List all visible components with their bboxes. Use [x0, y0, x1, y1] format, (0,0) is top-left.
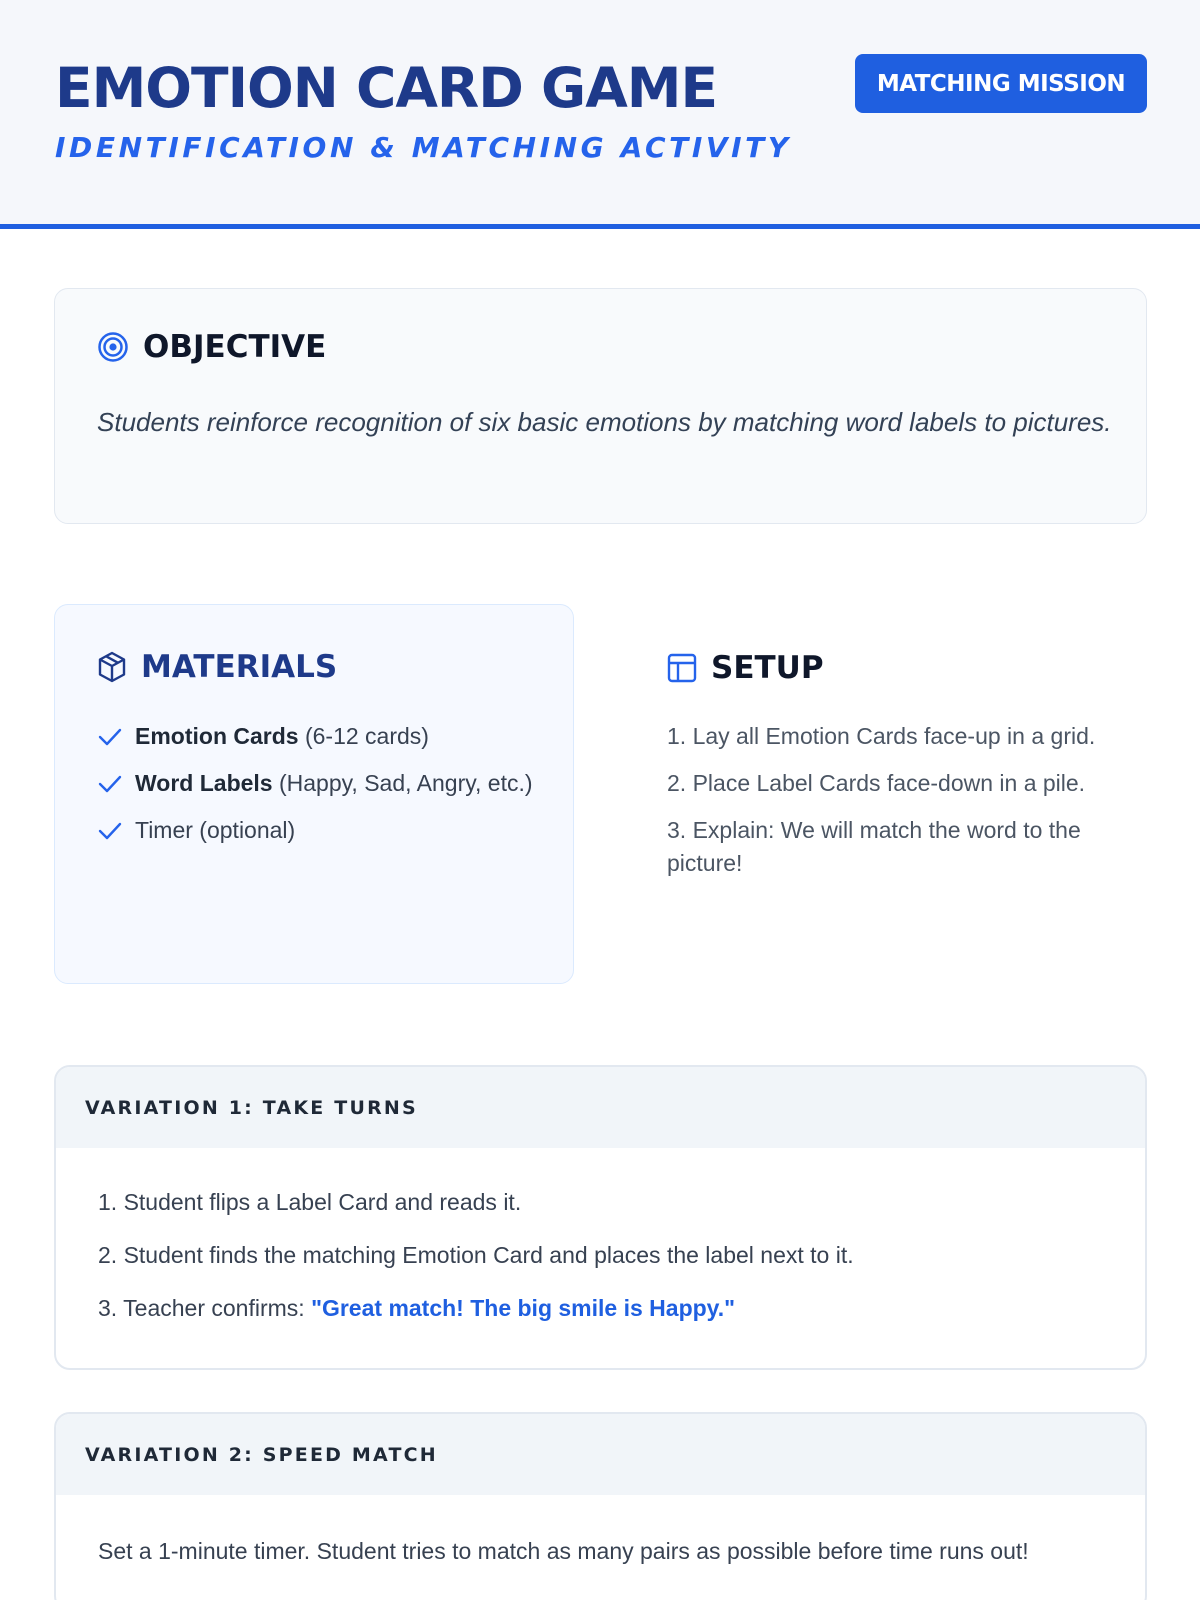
- materials-card: [54, 604, 574, 984]
- material-detail: (6-12 cards): [298, 723, 429, 749]
- setup-heading: [667, 650, 824, 686]
- target-icon: [97, 331, 129, 363]
- list-item: 2. Student finds the matching Emotion Card and places the label next to it.: [98, 1242, 854, 1268]
- material-text: [135, 814, 295, 847]
- materials-heading: [97, 649, 337, 685]
- list-item: 1. Student flips a Label Card and reads it.: [98, 1189, 522, 1215]
- list-item: 2. Place Label Cards face-down in a pile.: [667, 770, 1086, 796]
- material-name: Word Labels: [135, 770, 273, 796]
- material-text: [135, 720, 429, 753]
- variation-1-heading: VARIATION 1: TAKE TURNS: [56, 1067, 1145, 1148]
- setup-title: SETUP: [711, 650, 824, 686]
- list-item: [97, 814, 547, 847]
- check-icon: [97, 727, 123, 747]
- teacher-quote: "Great match! The big smile is Happy.": [311, 1295, 736, 1321]
- materials-title: MATERIALS: [141, 649, 338, 685]
- variation-2-card: [54, 1412, 1147, 1600]
- objective-text: Students reinforce recognition of six basic emotions by matching word labels to pictures.: [97, 407, 1112, 437]
- objective-heading: [97, 329, 326, 365]
- materials-list: [97, 720, 547, 861]
- check-icon: [97, 774, 123, 794]
- list-item: 3. Explain: We will match the word to the picture!: [667, 817, 1081, 876]
- variation-2-body: [56, 1495, 1145, 1568]
- material-detail: Timer (optional): [135, 817, 296, 843]
- variation-2-text: Set a 1-minute timer. Student tries to match as many pairs as possible before time runs out!: [98, 1538, 1029, 1564]
- list-item: [97, 767, 547, 800]
- list-item: [98, 1292, 1145, 1325]
- objective-title: OBJECTIVE: [143, 329, 327, 365]
- material-text: [135, 767, 533, 800]
- matching-mission-badge: MATCHING MISSION: [855, 54, 1147, 113]
- material-detail: (Happy, Sad, Angry, etc.): [272, 770, 533, 796]
- page-title: EMOTION CARD GAME: [55, 56, 718, 120]
- list-item: 1. Lay all Emotion Cards face-up in a grid.: [667, 723, 1096, 749]
- list-item: [97, 720, 547, 753]
- check-icon: [97, 821, 123, 841]
- page-header: [0, 0, 1200, 229]
- setup-steps: [667, 720, 1097, 894]
- variation-1-card: [54, 1065, 1147, 1370]
- material-name: Emotion Cards: [135, 723, 299, 749]
- objective-card: [54, 288, 1147, 524]
- box-icon: [97, 651, 127, 683]
- step-prefix: 3. Teacher confirms:: [98, 1295, 312, 1321]
- layout-icon: [667, 653, 697, 683]
- variation-2-heading: VARIATION 2: SPEED MATCH: [56, 1414, 1145, 1495]
- page-subtitle: IDENTIFICATION & MATCHING ACTIVITY: [55, 131, 792, 164]
- variation-1-body: [56, 1148, 1145, 1325]
